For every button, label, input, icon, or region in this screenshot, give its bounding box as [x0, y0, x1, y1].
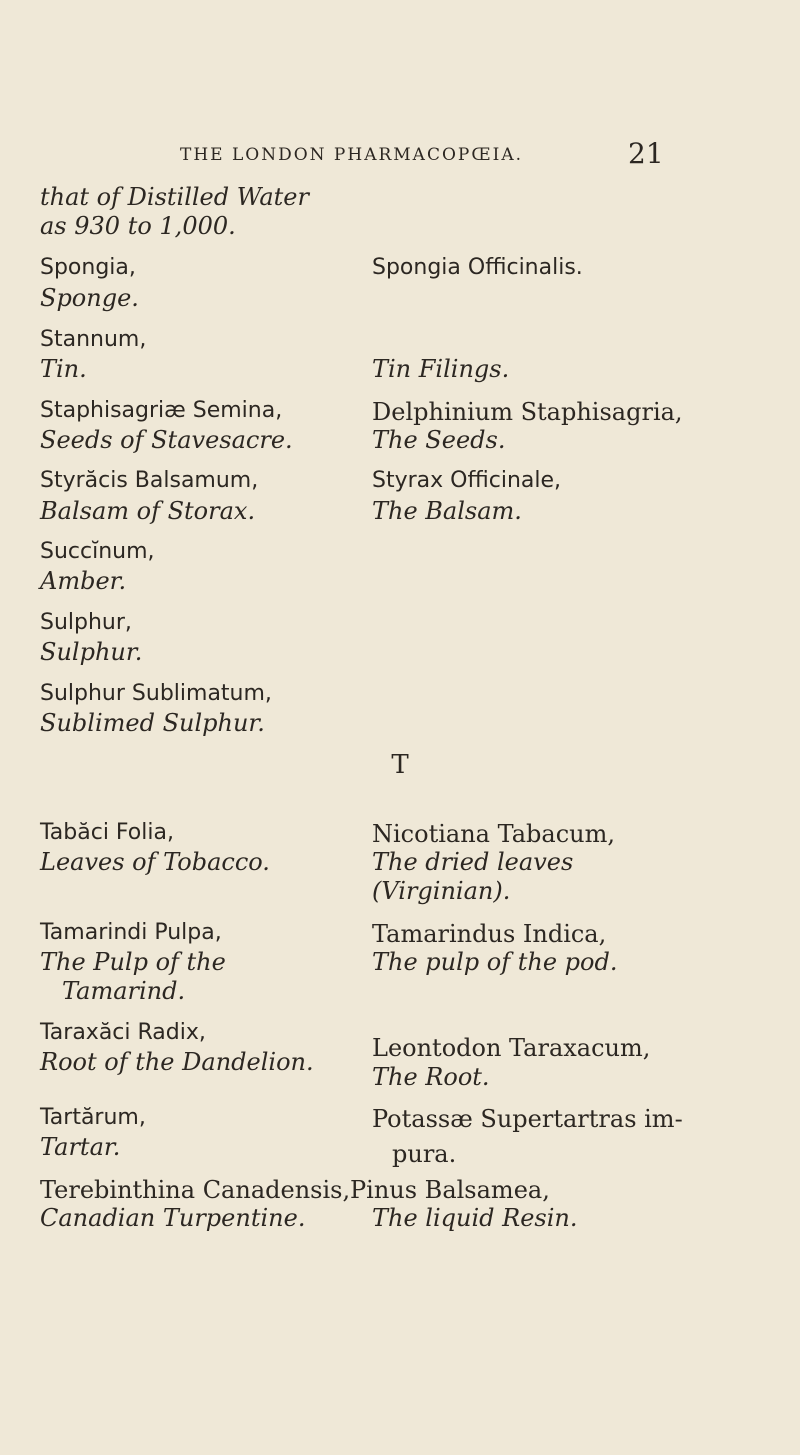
entry-source-note: The Balsam. — [372, 497, 522, 525]
entry-latin: Terebinthina Canadensis, — [40, 1176, 351, 1204]
entry-english: Root of the Dandelion. — [40, 1048, 314, 1076]
entry-source: Pinus Balsamea, — [350, 1176, 550, 1204]
entry-latin: Sulphur, — [40, 610, 132, 635]
entry-latin: Staphisagriæ Semina, — [40, 398, 283, 423]
entry-source: Nicotiana Tabacum, — [372, 820, 615, 848]
entry-source-note: The dried leaves — [372, 848, 574, 876]
entry-english: Tin. — [40, 355, 87, 383]
running-title: THE LONDON PHARMACOPŒIA. — [180, 145, 524, 165]
entry-source-note: The pulp of the pod. — [372, 948, 618, 976]
entry-english: Sulphur. — [40, 638, 143, 666]
entry-latin: Succĭnum, — [40, 539, 155, 564]
section-letter: T — [391, 750, 409, 780]
page-number: 21 — [628, 137, 664, 170]
entry-latin: Styrăcis Balsamum, — [40, 468, 259, 493]
entry-source: Tamarindus Indica, — [372, 920, 607, 948]
entry-english: The Pulp of the — [40, 948, 226, 976]
intro-line-1: that of Distilled Water — [40, 183, 309, 211]
entry-source: Delphinium Staphisagria, — [372, 398, 683, 426]
entry-source-note: The Seeds. — [372, 426, 506, 454]
entry-latin: Taraxăci Radix, — [40, 1020, 206, 1045]
entry-english: Canadian Turpentine. — [40, 1204, 306, 1232]
entry-latin: Stannum, — [40, 327, 147, 352]
entry-english: Balsam of Storax. — [40, 497, 256, 525]
entry-latin: Tamarindi Pulpa, — [40, 920, 222, 945]
entry-english: Tamarind. — [62, 977, 186, 1005]
entry-english: Sublimed Sulphur. — [40, 709, 265, 737]
entry-english: Amber. — [40, 567, 127, 595]
entry-english: Leaves of Tobacco. — [40, 848, 270, 876]
entry-latin: Sulphur Sublimatum, — [40, 681, 272, 706]
entry-source-note: Tin Filings. — [372, 355, 510, 383]
entry-source-note: The Root. — [372, 1063, 490, 1091]
entry-english: Sponge. — [40, 284, 139, 312]
entry-source: Styrax Officinale, — [372, 468, 562, 493]
intro-line-2: as 930 to 1,000. — [40, 212, 236, 240]
entry-source-note: (Virginian). — [372, 877, 511, 905]
entry-latin: Tartărum, — [40, 1105, 146, 1130]
entry-source: Spongia Officinalis. — [372, 255, 583, 280]
entry-english: Tartar. — [40, 1133, 121, 1161]
entry-source: Leontodon Taraxacum, — [372, 1034, 651, 1062]
entry-source-note: The liquid Resin. — [372, 1204, 578, 1232]
entry-latin: Tabăci Folia, — [40, 820, 174, 845]
entry-latin: Spongia, — [40, 255, 136, 280]
entry-english: Seeds of Stavesacre. — [40, 426, 293, 454]
entry-source: Potassæ Supertartras im- — [372, 1105, 683, 1133]
entry-source-note: pura. — [392, 1140, 457, 1168]
